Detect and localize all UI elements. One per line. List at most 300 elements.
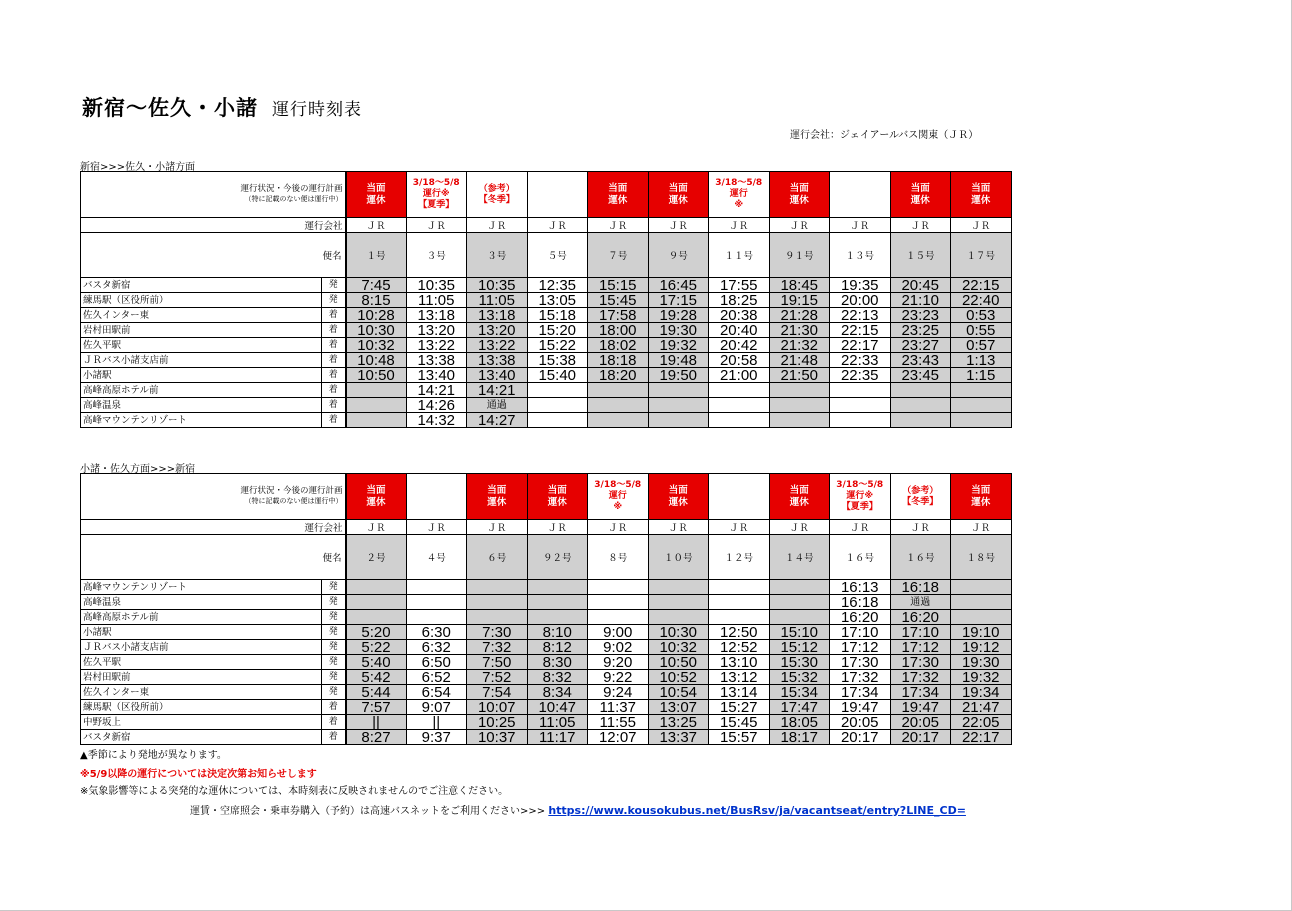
time-cell — [406, 595, 467, 610]
time-cell: 10:35 — [406, 278, 467, 293]
time-cell: 8:15 — [346, 293, 407, 308]
time-cell: 19:30 — [648, 323, 709, 338]
time-cell: 13:40 — [406, 368, 467, 383]
time-cell: 9:20 — [588, 655, 649, 670]
bin-cell: １０号 — [648, 535, 709, 580]
time-cell — [890, 413, 951, 428]
stop-kind: 発 — [322, 610, 346, 625]
outbound-section-label: 新宿>>>佐久・小諸方面 — [80, 162, 196, 173]
time-cell: 12:50 — [709, 625, 770, 640]
time-cell: 16:20 — [830, 610, 891, 625]
time-cell: 20:58 — [709, 353, 770, 368]
time-cell: 12:35 — [527, 278, 588, 293]
stop-name: 高峰高原ホテル前 — [81, 610, 322, 625]
bin-cell: ９２号 — [527, 535, 588, 580]
time-cell: 13:18 — [467, 308, 528, 323]
time-cell: 13:22 — [467, 338, 528, 353]
table-row — [81, 353, 1012, 368]
operator-cell: ＪＲ — [406, 218, 467, 233]
stop-name: 練馬駅（区役所前） — [81, 700, 322, 715]
time-cell — [709, 398, 770, 413]
time-cell: 1:13 — [951, 353, 1012, 368]
table-row — [81, 700, 1012, 715]
stop-kind: 発 — [322, 625, 346, 640]
time-cell: 18:20 — [588, 368, 649, 383]
bin-cell: ９号 — [648, 233, 709, 278]
time-cell: 13:12 — [709, 670, 770, 685]
time-cell — [890, 383, 951, 398]
time-cell: 15:20 — [527, 323, 588, 338]
status-cell: 当面 運休 — [648, 172, 709, 218]
time-cell — [709, 383, 770, 398]
time-cell: 17:30 — [830, 655, 891, 670]
time-cell: 21:32 — [769, 338, 830, 353]
time-cell: 13:20 — [467, 323, 528, 338]
table-row — [81, 640, 1012, 655]
bin-cell: １６号 — [890, 535, 951, 580]
time-cell: 7:32 — [467, 640, 528, 655]
bin-row-label: 便名 — [81, 535, 346, 580]
bin-cell: １６号 — [830, 535, 891, 580]
time-cell — [769, 610, 830, 625]
time-cell — [467, 610, 528, 625]
time-cell: 18:05 — [769, 715, 830, 730]
time-cell: 17:34 — [830, 685, 891, 700]
time-cell — [769, 398, 830, 413]
time-cell: 9:24 — [588, 685, 649, 700]
inbound-operator-row — [81, 520, 1012, 535]
time-cell: 15:30 — [769, 655, 830, 670]
time-cell — [709, 595, 770, 610]
bin-cell: １２号 — [709, 535, 770, 580]
time-cell: 20:45 — [890, 278, 951, 293]
operator-cell: ＪＲ — [830, 520, 891, 535]
time-cell: 15:27 — [709, 700, 770, 715]
time-cell: 8:10 — [527, 625, 588, 640]
stop-name: 高峰マウンテンリゾート — [81, 580, 322, 595]
time-cell: 15:18 — [527, 308, 588, 323]
time-cell: 10:32 — [648, 640, 709, 655]
bin-cell: １５号 — [890, 233, 951, 278]
stop-name: 小諸駅 — [81, 368, 322, 383]
time-cell: 15:10 — [769, 625, 830, 640]
time-cell: 19:28 — [648, 308, 709, 323]
time-cell: 10:07 — [467, 700, 528, 715]
time-cell: 12:52 — [709, 640, 770, 655]
bin-cell: １１号 — [709, 233, 770, 278]
time-cell: 15:38 — [527, 353, 588, 368]
time-cell: 10:52 — [648, 670, 709, 685]
status-cell — [830, 172, 891, 218]
time-cell: 22:13 — [830, 308, 891, 323]
note-season: ▲季節により発地が異なります。 — [80, 750, 227, 761]
time-cell — [588, 595, 649, 610]
time-cell: 18:18 — [588, 353, 649, 368]
bin-cell: ７号 — [588, 233, 649, 278]
time-cell: 8:32 — [527, 670, 588, 685]
operator-cell: ＪＲ — [648, 218, 709, 233]
footer — [190, 802, 966, 817]
bin-cell: １４号 — [769, 535, 830, 580]
bin-cell: ９１号 — [769, 233, 830, 278]
time-cell: 15:32 — [769, 670, 830, 685]
table-row — [81, 338, 1012, 353]
status-cell: 当面 運休 — [769, 474, 830, 520]
time-cell: 10:30 — [648, 625, 709, 640]
time-cell: 13:07 — [648, 700, 709, 715]
time-cell: 13:10 — [709, 655, 770, 670]
bin-cell: ３号 — [467, 233, 528, 278]
time-cell: 10:28 — [346, 308, 407, 323]
time-cell — [648, 580, 709, 595]
time-cell: 18:17 — [769, 730, 830, 745]
stop-name: バスタ新宿 — [81, 278, 322, 293]
bin-cell: ４号 — [406, 535, 467, 580]
time-cell: 15:22 — [527, 338, 588, 353]
stop-kind: 発 — [322, 640, 346, 655]
status-cell: 3/18〜5/8 運行 ※ — [588, 474, 649, 520]
bin-cell: ２号 — [346, 535, 407, 580]
time-cell: 19:34 — [951, 685, 1012, 700]
time-cell — [830, 398, 891, 413]
status-cell: 当面 運休 — [527, 474, 588, 520]
time-cell: 22:35 — [830, 368, 891, 383]
time-cell — [346, 383, 407, 398]
status-cell: 当面 運休 — [346, 172, 407, 218]
time-cell — [588, 398, 649, 413]
time-cell: 19:32 — [951, 670, 1012, 685]
time-cell: 23:25 — [890, 323, 951, 338]
time-cell: 15:45 — [709, 715, 770, 730]
time-cell: 20:05 — [890, 715, 951, 730]
page-title: 新宿〜佐久・小諸 運行時刻表 — [82, 96, 362, 120]
table-row — [81, 625, 1012, 640]
time-cell — [527, 595, 588, 610]
status-cell: 3/18〜5/8 運行 ※ — [709, 172, 770, 218]
time-cell: 22:17 — [951, 730, 1012, 745]
stop-name: 高峰温泉 — [81, 595, 322, 610]
stop-name: 中野坂上 — [81, 715, 322, 730]
time-cell — [769, 413, 830, 428]
status-cell: 当面 運休 — [648, 474, 709, 520]
time-cell: 19:10 — [951, 625, 1012, 640]
time-cell: 14:27 — [467, 413, 528, 428]
time-cell: 16:18 — [830, 595, 891, 610]
stop-kind: 着 — [322, 368, 346, 383]
time-cell: 10:47 — [527, 700, 588, 715]
time-cell: 19:30 — [951, 655, 1012, 670]
stop-name: 岩村田駅前 — [81, 323, 322, 338]
status-cell: （参考） 【冬季】 — [890, 474, 951, 520]
stop-name: 高峰温泉 — [81, 398, 322, 413]
time-cell: 17:55 — [709, 278, 770, 293]
time-cell: 15:15 — [588, 278, 649, 293]
time-cell: 0:53 — [951, 308, 1012, 323]
time-cell — [648, 595, 709, 610]
time-cell — [588, 413, 649, 428]
time-cell: 23:27 — [890, 338, 951, 353]
time-cell: 5:20 — [346, 625, 407, 640]
time-cell: 13:05 — [527, 293, 588, 308]
stop-name: 佐久平駅 — [81, 655, 322, 670]
time-cell: || — [406, 715, 467, 730]
time-cell — [951, 580, 1012, 595]
time-cell: 11:05 — [406, 293, 467, 308]
bin-cell: ８号 — [588, 535, 649, 580]
operator-cell: ＪＲ — [951, 520, 1012, 535]
status-cell: 当面 運休 — [346, 474, 407, 520]
time-cell: 7:52 — [467, 670, 528, 685]
time-cell: 19:47 — [830, 700, 891, 715]
time-cell: 10:30 — [346, 323, 407, 338]
inbound-bin-row — [81, 535, 1012, 580]
time-cell: 通過 — [467, 398, 528, 413]
footer-text: 運賃・空席照会・乗車券購入（予約）は高速バスネットをご利用ください>>> — [190, 806, 546, 817]
operator-row-label: 運行会社 — [81, 520, 346, 535]
stop-name: 岩村田駅前 — [81, 670, 322, 685]
time-cell: 7:57 — [346, 700, 407, 715]
stop-name: 佐久平駅 — [81, 338, 322, 353]
time-cell — [588, 580, 649, 595]
table-row — [81, 383, 1012, 398]
time-cell: 22:33 — [830, 353, 891, 368]
time-cell: 6:54 — [406, 685, 467, 700]
status-label: 運行状況・今後の運行計画 （特に記載のない便は運行中） — [81, 172, 346, 218]
time-cell: 5:42 — [346, 670, 407, 685]
stop-kind: 着 — [322, 338, 346, 353]
time-cell — [346, 595, 407, 610]
time-cell: 5:40 — [346, 655, 407, 670]
operator-cell: ＪＲ — [890, 520, 951, 535]
bin-cell: １号 — [346, 233, 407, 278]
table-row — [81, 293, 1012, 308]
time-cell — [951, 383, 1012, 398]
stop-name: 高峰マウンテンリゾート — [81, 413, 322, 428]
bin-cell: ５号 — [527, 233, 588, 278]
time-cell: 19:15 — [769, 293, 830, 308]
time-cell: 17:12 — [830, 640, 891, 655]
time-cell: 14:32 — [406, 413, 467, 428]
time-cell: 16:13 — [830, 580, 891, 595]
time-cell: 9:37 — [406, 730, 467, 745]
time-cell — [406, 610, 467, 625]
time-cell: 13:20 — [406, 323, 467, 338]
time-cell: 17:30 — [890, 655, 951, 670]
time-cell: 17:32 — [890, 670, 951, 685]
time-cell: 22:40 — [951, 293, 1012, 308]
time-cell: 13:38 — [406, 353, 467, 368]
operator-cell: ＪＲ — [588, 520, 649, 535]
time-cell: 6:50 — [406, 655, 467, 670]
time-cell — [467, 595, 528, 610]
time-cell: 10:37 — [467, 730, 528, 745]
time-cell — [830, 383, 891, 398]
table-row — [81, 655, 1012, 670]
time-cell: 21:00 — [709, 368, 770, 383]
status-cell: （参考） 【冬季】 — [467, 172, 528, 218]
time-cell — [830, 413, 891, 428]
operator-cell: ＪＲ — [648, 520, 709, 535]
time-cell — [527, 580, 588, 595]
time-cell: 20:17 — [830, 730, 891, 745]
operator-label: 運行会社：ジェイアールバス関東（ＪＲ） — [790, 130, 979, 141]
stop-name: 佐久インター東 — [81, 308, 322, 323]
time-cell — [467, 580, 528, 595]
time-cell: 19:47 — [890, 700, 951, 715]
time-cell — [527, 610, 588, 625]
time-cell — [406, 580, 467, 595]
operator-cell: ＪＲ — [830, 218, 891, 233]
time-cell: 19:50 — [648, 368, 709, 383]
time-cell: 12:07 — [588, 730, 649, 745]
stop-kind: 発 — [322, 685, 346, 700]
time-cell: 17:32 — [830, 670, 891, 685]
bin-cell: ３号 — [406, 233, 467, 278]
time-cell: 7:45 — [346, 278, 407, 293]
operator-cell: ＪＲ — [527, 218, 588, 233]
table-row — [81, 580, 1012, 595]
time-cell: 16:20 — [890, 610, 951, 625]
time-cell: 21:47 — [951, 700, 1012, 715]
time-cell: 13:14 — [709, 685, 770, 700]
time-cell: 10:32 — [346, 338, 407, 353]
bin-cell: １８号 — [951, 535, 1012, 580]
operator-cell: ＪＲ — [769, 520, 830, 535]
stop-kind: 着 — [322, 700, 346, 715]
table-row — [81, 730, 1012, 745]
operator-cell: ＪＲ — [890, 218, 951, 233]
time-cell: 20:17 — [890, 730, 951, 745]
time-cell: 13:40 — [467, 368, 528, 383]
time-cell — [951, 398, 1012, 413]
time-cell: 通過 — [890, 595, 951, 610]
stop-kind: 着 — [322, 398, 346, 413]
stop-kind: 着 — [322, 383, 346, 398]
time-cell: 16:18 — [890, 580, 951, 595]
note-weather: ※気象影響等による突発的な運休については、本時刻表に反映されませんのでご注意ください。 — [80, 786, 509, 797]
operator-cell: ＪＲ — [467, 218, 528, 233]
time-cell: 22:17 — [830, 338, 891, 353]
time-cell: 15:45 — [588, 293, 649, 308]
time-cell: 17:12 — [890, 640, 951, 655]
time-cell: 5:22 — [346, 640, 407, 655]
time-cell: 17:47 — [769, 700, 830, 715]
time-cell: 8:27 — [346, 730, 407, 745]
operator-row-label: 運行会社 — [81, 218, 346, 233]
status-cell — [709, 474, 770, 520]
time-cell: 23:23 — [890, 308, 951, 323]
time-cell: 15:34 — [769, 685, 830, 700]
time-cell: 21:10 — [890, 293, 951, 308]
stop-kind: 着 — [322, 715, 346, 730]
stop-name: ＪＲバス小諸支店前 — [81, 353, 322, 368]
time-cell: 13:18 — [406, 308, 467, 323]
time-cell: 18:45 — [769, 278, 830, 293]
time-cell: 17:58 — [588, 308, 649, 323]
time-cell: 19:35 — [830, 278, 891, 293]
time-cell: 22:15 — [830, 323, 891, 338]
time-cell: 14:21 — [406, 383, 467, 398]
operator-cell: ＪＲ — [951, 218, 1012, 233]
table-row — [81, 278, 1012, 293]
time-cell: 5:44 — [346, 685, 407, 700]
time-cell — [951, 610, 1012, 625]
time-cell — [588, 383, 649, 398]
time-cell — [648, 383, 709, 398]
stop-kind: 着 — [322, 413, 346, 428]
time-cell: 11:37 — [588, 700, 649, 715]
time-cell: 13:38 — [467, 353, 528, 368]
operator-cell: ＪＲ — [346, 218, 407, 233]
table-row — [81, 685, 1012, 700]
table-row — [81, 323, 1012, 338]
time-cell — [527, 413, 588, 428]
time-cell: 11:17 — [527, 730, 588, 745]
time-cell: 10:50 — [346, 368, 407, 383]
time-cell: 23:43 — [890, 353, 951, 368]
stop-kind: 着 — [322, 323, 346, 338]
time-cell — [527, 398, 588, 413]
status-label: 運行状況・今後の運行計画 （特に記載のない便は運行中） — [81, 474, 346, 520]
time-cell: 6:32 — [406, 640, 467, 655]
table-row — [81, 413, 1012, 428]
time-cell: 21:28 — [769, 308, 830, 323]
time-cell: 17:15 — [648, 293, 709, 308]
time-cell — [588, 610, 649, 625]
time-cell: 11:05 — [467, 293, 528, 308]
outbound-status-row — [81, 172, 1012, 218]
bin-cell: ６号 — [467, 535, 528, 580]
stop-name: バスタ新宿 — [81, 730, 322, 745]
table-row — [81, 610, 1012, 625]
stop-name: 練馬駅（区役所前） — [81, 293, 322, 308]
inbound-status-row — [81, 474, 1012, 520]
bin-cell: １３号 — [830, 233, 891, 278]
time-cell: 17:34 — [890, 685, 951, 700]
time-cell: 23:45 — [890, 368, 951, 383]
time-cell — [648, 398, 709, 413]
time-cell — [648, 610, 709, 625]
time-cell — [890, 398, 951, 413]
time-cell: 0:57 — [951, 338, 1012, 353]
time-cell — [346, 610, 407, 625]
reservation-link[interactable]: https://www.kousokubus.net/BusRsv/ja/vacantseat/entry?LINE_CD= — [548, 804, 966, 817]
time-cell: 0:55 — [951, 323, 1012, 338]
operator-cell: ＪＲ — [346, 520, 407, 535]
time-cell: 19:48 — [648, 353, 709, 368]
time-cell — [346, 413, 407, 428]
time-cell: 10:25 — [467, 715, 528, 730]
stop-name: 高峰高原ホテル前 — [81, 383, 322, 398]
time-cell — [769, 383, 830, 398]
time-cell: 15:57 — [709, 730, 770, 745]
time-cell — [709, 610, 770, 625]
time-cell: 22:15 — [951, 278, 1012, 293]
time-cell — [648, 413, 709, 428]
operator-cell: ＪＲ — [588, 218, 649, 233]
table-row — [81, 398, 1012, 413]
table-row — [81, 308, 1012, 323]
operator-cell: ＪＲ — [406, 520, 467, 535]
inbound-section-label: 小諸・佐久方面>>>新宿 — [80, 464, 196, 475]
time-cell: 7:50 — [467, 655, 528, 670]
operator-cell: ＪＲ — [467, 520, 528, 535]
operator-cell: ＪＲ — [769, 218, 830, 233]
status-cell: 当面 運休 — [951, 172, 1012, 218]
table-row — [81, 368, 1012, 383]
time-cell: 11:05 — [527, 715, 588, 730]
status-cell: 3/18〜5/8 運行※ 【夏季】 — [830, 474, 891, 520]
